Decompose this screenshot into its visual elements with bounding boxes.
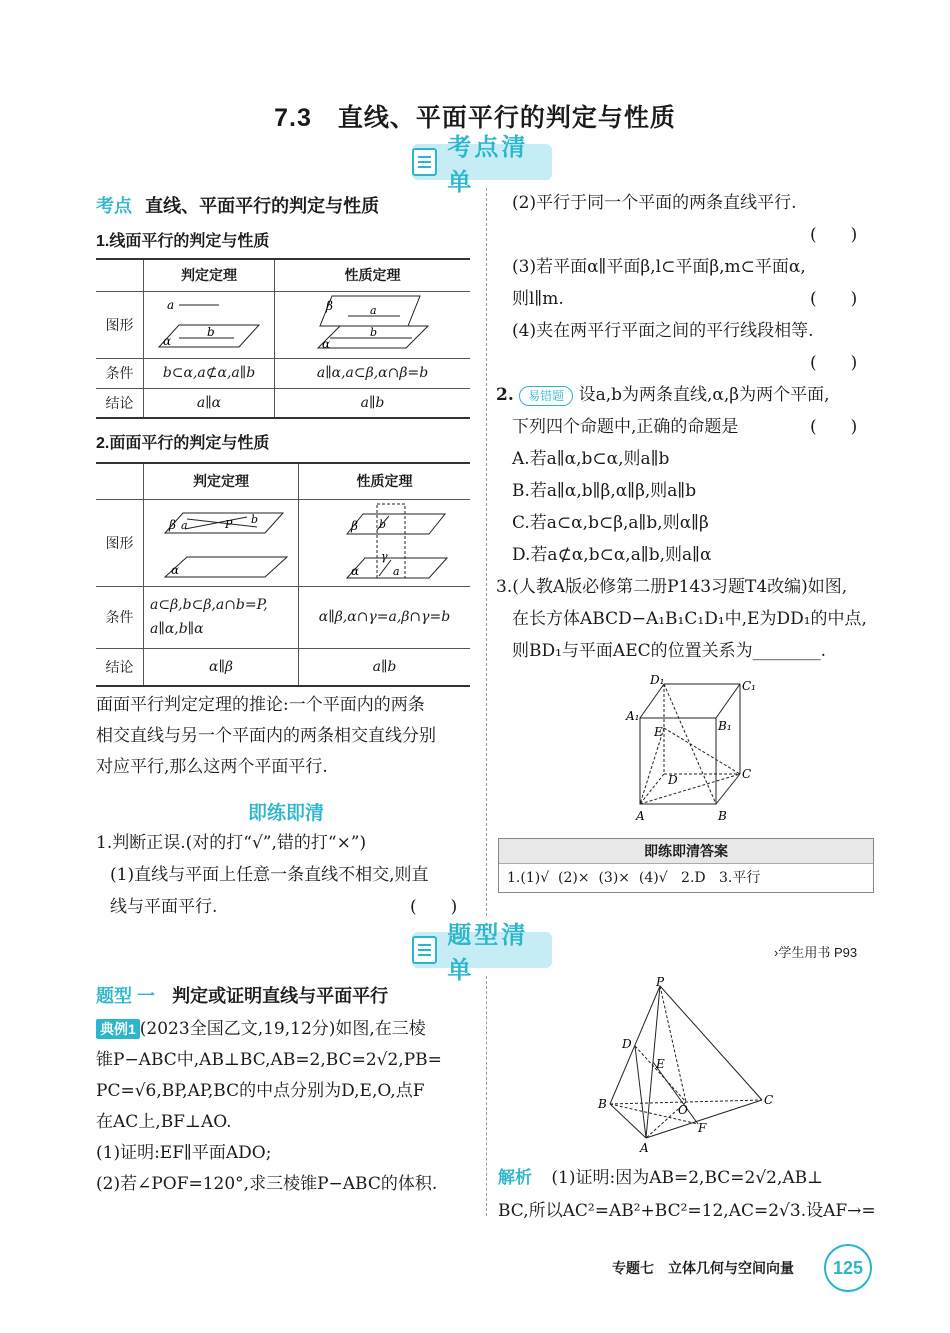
sec2-col2: 性质定理 — [299, 463, 471, 499]
sec1-row-condition: 条件 — [96, 358, 144, 388]
sec1-concl-property: a∥b — [275, 388, 471, 418]
q1-s1-line1: (1)直线与平面上任意一条直线不相交,则直 — [110, 865, 429, 885]
q3-line1: 3.(人教A版必修第二册P143习题T4改编)如图, — [496, 577, 848, 597]
svg-text:A: A — [636, 809, 645, 823]
svg-text:B: B — [718, 809, 727, 823]
q3-line3: 则BD₁与平面AEC的位置关系为________. — [512, 641, 827, 661]
sec1-fig-judge — [144, 291, 275, 358]
sec2-row-figure: 图形 — [96, 499, 144, 586]
example-line: (1)证明:EF∥平面ADO; — [96, 1143, 272, 1163]
kaodian-title: 直线、平面平行的判定与性质 — [145, 196, 380, 216]
svg-text:α: α — [171, 562, 180, 577]
table-plane-plane — [96, 462, 470, 687]
page-number: 125 — [824, 1244, 872, 1292]
example-line: (2023全国乙文,19,12分)如图,在三棱 — [139, 1019, 426, 1039]
banner-kaodian-label: 考点清单 — [447, 134, 529, 196]
svg-text:B: B — [598, 1097, 607, 1111]
svg-text:A: A — [640, 1141, 649, 1155]
svg-text:A₁: A₁ — [626, 709, 640, 723]
sec1-row-figure: 图形 — [96, 291, 144, 358]
svg-text:a: a — [392, 564, 400, 578]
q1-stem: 1.判断正误.(对的打“√”,错的打“×”) — [96, 833, 367, 853]
svg-text:C: C — [764, 1093, 774, 1107]
q1-s1-answer-blank[interactable]: ( ) — [410, 897, 458, 917]
q2-option-a: A.若a∥α,b⊂α,则a∥b — [512, 449, 670, 469]
solution-line1 — [498, 1162, 823, 1194]
table-line-plane — [96, 258, 470, 419]
q2-option-d: D.若a⊄α,b⊂α,a∥b,则a∥α — [512, 545, 712, 565]
svg-text:β: β — [325, 298, 333, 313]
jilian-heading: 即练即清 — [247, 803, 324, 824]
q1-s3-line1: (3)若平面α∥平面β,l⊂平面β,m⊂平面α, — [512, 257, 806, 277]
svg-text:P: P — [656, 976, 665, 989]
example-line: 在AC上,BF⊥AO. — [96, 1112, 232, 1132]
svg-text:α: α — [163, 333, 172, 348]
q2-number: 2. — [496, 385, 514, 405]
svg-text:α: α — [350, 563, 359, 578]
column-divider — [486, 976, 487, 1216]
student-book-ref: ›学生用书 P93 — [774, 945, 858, 960]
sec1-cond-property: a∥α,a⊂β,α∩β=b — [275, 358, 471, 388]
sec2-row-conclusion: 结论 — [96, 648, 144, 686]
sec1-row-conclusion: 结论 — [96, 388, 144, 418]
sec2-cond-judge-line1: a⊂β,b⊂β,a∩b=P, — [150, 597, 268, 613]
sec2-row-condition: 条件 — [96, 586, 144, 648]
svg-text:P: P — [225, 517, 233, 531]
svg-text:F: F — [698, 1121, 707, 1135]
q1-s1-line2: 线与平面平行. — [110, 897, 218, 917]
q2-option-c: C.若a⊂α,b⊂β,a∥b,则α∥β — [512, 513, 709, 533]
sec1-concl-judge: a∥α — [144, 388, 275, 418]
corollary-line: 面面平行判定定理的推论:一个平面内的两条 — [96, 695, 425, 715]
solution-text: (1)证明:因为AB=2,BC=2√2,AB⊥ — [551, 1168, 824, 1188]
answer-box-body: 1.(1)√ (2)× (3)× (4)√ 2.D 3.平行 — [507, 870, 761, 886]
q1-s3-answer-blank[interactable]: ( ) — [810, 289, 858, 309]
svg-text:a: a — [167, 297, 175, 312]
banner-tixing-label: 题型清单 — [447, 922, 529, 984]
column-divider — [486, 188, 487, 916]
sec1-cond-judge: b⊂α,a⊄α,a∥b — [144, 358, 275, 388]
sec1-col2: 性质定理 — [275, 259, 471, 291]
sec1-fig-property — [275, 291, 471, 358]
q2-stem — [496, 380, 830, 411]
sec2-fig-judge — [144, 499, 299, 586]
svg-text:a: a — [369, 303, 377, 317]
answer-box-header: 即练即清答案 — [499, 839, 873, 864]
sec2-concl-property: a∥b — [299, 648, 471, 686]
kaodian-tag: 考点 — [96, 196, 132, 216]
svg-text:C: C — [742, 767, 752, 781]
svg-text:b: b — [378, 517, 386, 531]
sec2-fig-property — [299, 499, 471, 586]
svg-text:D: D — [668, 773, 678, 787]
svg-text:β: β — [169, 517, 176, 532]
sec2-col1: 判定定理 — [144, 463, 299, 499]
solution-line2: BC,所以AC²=AB²+BC²=12,AC=2√3.设AF→= — [498, 1201, 876, 1221]
q2-stem-line1: 设a,b为两条直线,α,β为两个平面, — [578, 385, 830, 405]
notes-icon — [412, 936, 437, 964]
svg-text:D: D — [622, 1037, 632, 1051]
tixing-tag: 题型 一 — [96, 986, 156, 1006]
svg-text:β: β — [350, 518, 358, 533]
example-tag: 典例1 — [96, 1019, 140, 1039]
tixing-title: 判定或证明直线与平面平行 — [172, 986, 389, 1006]
example-line: (2)若∠POF=120°,求三棱锥P−ABC的体积. — [96, 1174, 438, 1194]
svg-text:b: b — [369, 325, 377, 339]
sec1-col1: 判定定理 — [144, 259, 275, 291]
q3-line2: 在长方体ABCD−A₁B₁C₁D₁中,E为DD₁的中点, — [512, 609, 867, 629]
q1-s4: (4)夹在两平行平面之间的平行线段相等. — [512, 321, 814, 341]
q2-option-b: B.若a∥α,b∥β,α∥β,则a∥b — [512, 481, 697, 501]
svg-text:b: b — [251, 512, 259, 526]
svg-text:D₁: D₁ — [650, 673, 665, 687]
svg-text:E: E — [654, 725, 663, 739]
sec2-cond-property: α∥β,α∩γ=a,β∩γ=b — [299, 586, 471, 648]
q2-stem-line2: 下列四个命题中,正确的命题是 — [512, 417, 739, 437]
sec2-heading: 2.面面平行的判定与性质 — [96, 435, 270, 452]
q1-s3-line2: 则l∥m. — [512, 289, 564, 309]
kaodian-heading — [96, 192, 379, 218]
sec1-heading: 1.线面平行的判定与性质 — [96, 233, 270, 250]
q2-tag: 易错题 — [519, 386, 573, 406]
svg-text:B₁: B₁ — [718, 719, 732, 733]
svg-text:γ: γ — [380, 549, 388, 563]
footer-topic: 专题七 立体几何与空间向量 — [612, 1260, 794, 1276]
sec2-concl-judge: α∥β — [144, 648, 299, 686]
corollary-line: 相交直线与另一个平面内的两条相交直线分别 — [96, 726, 436, 746]
solution-tag: 解析 — [498, 1168, 532, 1187]
sec2-cond-judge-line2: a∥α,b∥α — [150, 621, 204, 637]
banner-kaodian — [412, 134, 552, 196]
svg-text:C₁: C₁ — [742, 679, 756, 693]
tixing-heading — [96, 982, 388, 1008]
example-line: PC=√6,BP,AP,BC的中点分别为D,E,O,点F — [96, 1081, 425, 1101]
svg-text:a: a — [181, 518, 188, 532]
q1-s2: (2)平行于同一个平面的两条直线平行. — [512, 193, 797, 213]
svg-text:E: E — [656, 1057, 665, 1071]
svg-text:α: α — [321, 336, 330, 351]
example-line: 锥P−ABC中,AB⊥BC,AB=2,BC=2√2,PB= — [96, 1050, 442, 1070]
page-title: 7.3 直线、平面平行的判定与性质 — [274, 104, 676, 132]
q1-s4-answer-blank[interactable]: ( ) — [810, 353, 858, 373]
svg-text:b: b — [207, 324, 215, 339]
corollary-text — [96, 690, 476, 783]
pyramid-figure — [590, 976, 780, 1156]
cuboid-figure — [620, 668, 770, 828]
q1-s2-answer-blank[interactable]: ( ) — [810, 225, 858, 245]
svg-text:O: O — [678, 1103, 688, 1117]
q2-answer-blank[interactable]: ( ) — [810, 417, 858, 437]
banner-tixing — [412, 922, 552, 984]
answer-box — [498, 838, 874, 893]
notes-icon — [412, 148, 437, 176]
example1 — [96, 1014, 480, 1200]
corollary-line: 对应平行,那么这两个平面平行. — [96, 757, 328, 777]
